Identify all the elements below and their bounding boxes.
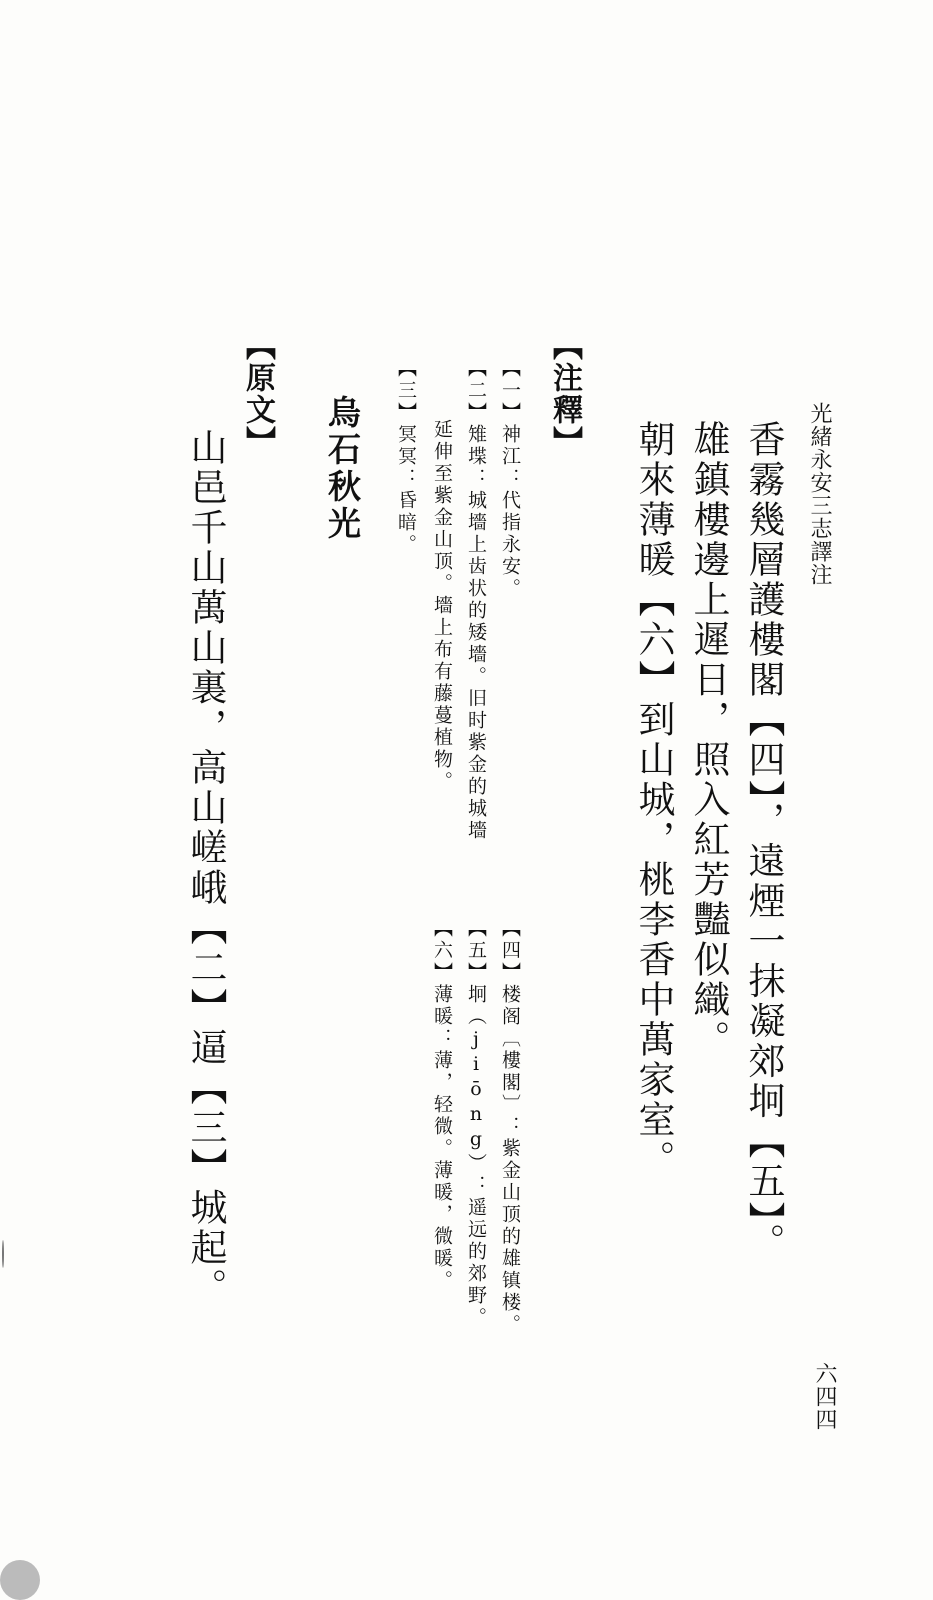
poem-title: 烏石秋光 [323,395,362,543]
note-6: 【六】薄暖：薄，轻微。薄暖，微暖。 [431,918,453,1292]
notes-heading: 【注釋】 [547,330,582,458]
original-heading: 【原文】 [240,330,275,458]
book-title-header: 光緒永安三志譯注 [807,402,832,586]
scan-corner-shadow [0,1560,40,1600]
note-4: 【四】楼阁〔樓閣〕：紫金山顶的雄镇楼。 [499,918,521,1336]
note-5: 【五】坰（jiōng）：遥远的郊野。 [465,918,487,1329]
page-number: 六四四 [812,1362,837,1431]
note-3: 【三】冥冥：昏暗。 [395,358,417,556]
poem-line-1: 香霧幾層護樓閣【四】，遠煙一抹凝郊坰【五】。 [742,420,785,1263]
note-2: 【二】雉堞：城墻上齿状的矮墻。旧时紫金的城墻 [465,358,487,842]
poem-line-3: 朝來薄暖【六】到山城，桃李香中萬家室。 [632,420,675,1180]
poem-line-2: 雄鎮樓邊上遲日，照入紅芳豔似織。 [687,420,730,1060]
scan-edge-mark [2,1240,4,1268]
note-1: 【一】神江：代指永安。 [499,358,521,600]
note-2-continued: 延伸至紫金山顶。墻上布有藤蔓植物。 [431,419,453,793]
poem2-line-1: 山邑千山萬山裏，高山嵯峨【二】逼【三】城起。 [184,428,227,1308]
